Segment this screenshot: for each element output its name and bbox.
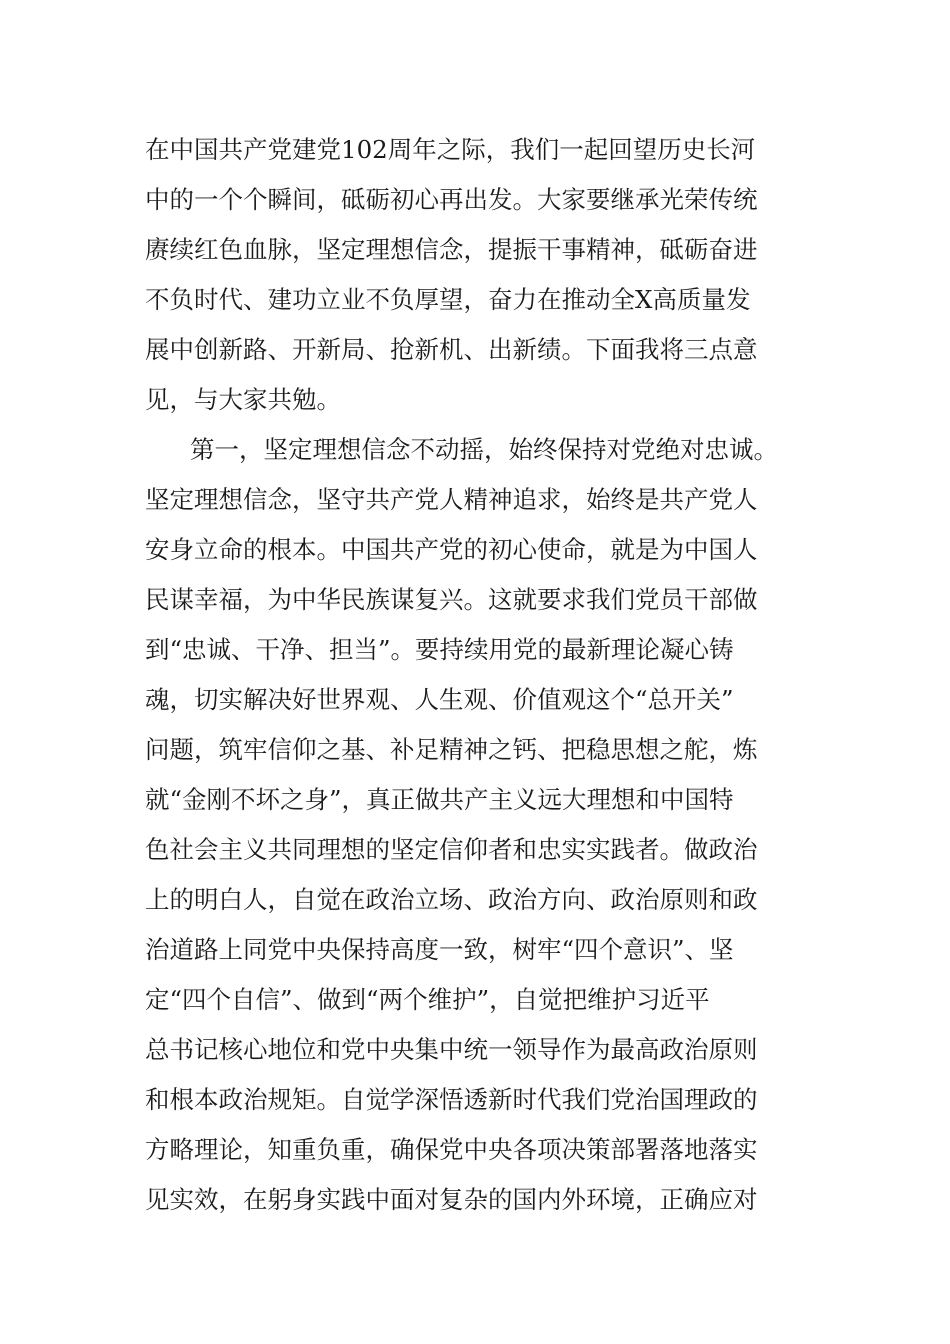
paragraph-line: 定“四个自信”、做到“两个维护”，自觉把维护习近平 [145, 985, 710, 1014]
paragraph-line: 魂，切实解决好世界观、人生观、价值观这个“总开关” [145, 685, 734, 714]
paragraph-line: 中的一个个瞬间，砥砺初心再出发。大家要继承光荣传统 [145, 185, 758, 214]
paragraph-line: 问题，筑牢信仰之基、补足精神之钙、把稳思想之舵，炼 [145, 735, 758, 764]
paragraph-line: 色社会主义共同理想的坚定信仰者和忠实实践者。做政治 [145, 835, 758, 864]
paragraph-line: 和根本政治规矩。自觉学深悟透新时代我们党治国理政的 [145, 1085, 758, 1114]
paragraph-line: 展中创新路、开新局、抢新机、出新绩。下面我将三点意 [145, 335, 758, 364]
paragraph-line: 坚定理想信念，坚守共产党人精神追求，始终是共产党人 [145, 485, 758, 514]
paragraph-line: 不负时代、建功立业不负厚望，奋力在推动全X高质量发 [145, 285, 751, 314]
paragraph-line: 见，与大家共勉。 [145, 385, 341, 414]
paragraph-line: 总书记核心地位和党中央集中统一领导作为最高政治原则 [145, 1035, 758, 1064]
paragraph-line: 治道路上同党中央保持高度一致，树牢“四个意识”、坚 [145, 935, 734, 964]
paragraph-line: 安身立命的根本。中国共产党的初心使命，就是为中国人 [145, 535, 758, 564]
paragraph-line: 上的明白人，自觉在政治立场、政治方向、政治原则和政 [145, 885, 758, 914]
paragraph-line: 方略理论，知重负重，确保党中央各项决策部署落地落实 [145, 1135, 758, 1164]
paragraph-line: 就“金刚不坏之身”，真正做共产主义远大理想和中国特 [145, 785, 734, 814]
paragraph-line: 民谋幸福，为中华民族谋复兴。这就要求我们党员干部做 [145, 585, 758, 614]
section-heading-line: 第一，坚定理想信念不动摇，始终保持对党绝对忠诚。 [190, 435, 778, 464]
paragraph-line: 在中国共产党建党102周年之际，我们一起回望历史长河 [145, 135, 756, 164]
paragraph-line: 赓续红色血脉，坚定理想信念，提振干事精神，砥砺奋进 [145, 235, 758, 264]
paragraph-line: 见实效，在躬身实践中面对复杂的国内外环境，正确应对 [145, 1185, 758, 1214]
paragraph-line: 到“忠诚、干净、担当”。要持续用党的最新理论凝心铸 [145, 635, 734, 664]
